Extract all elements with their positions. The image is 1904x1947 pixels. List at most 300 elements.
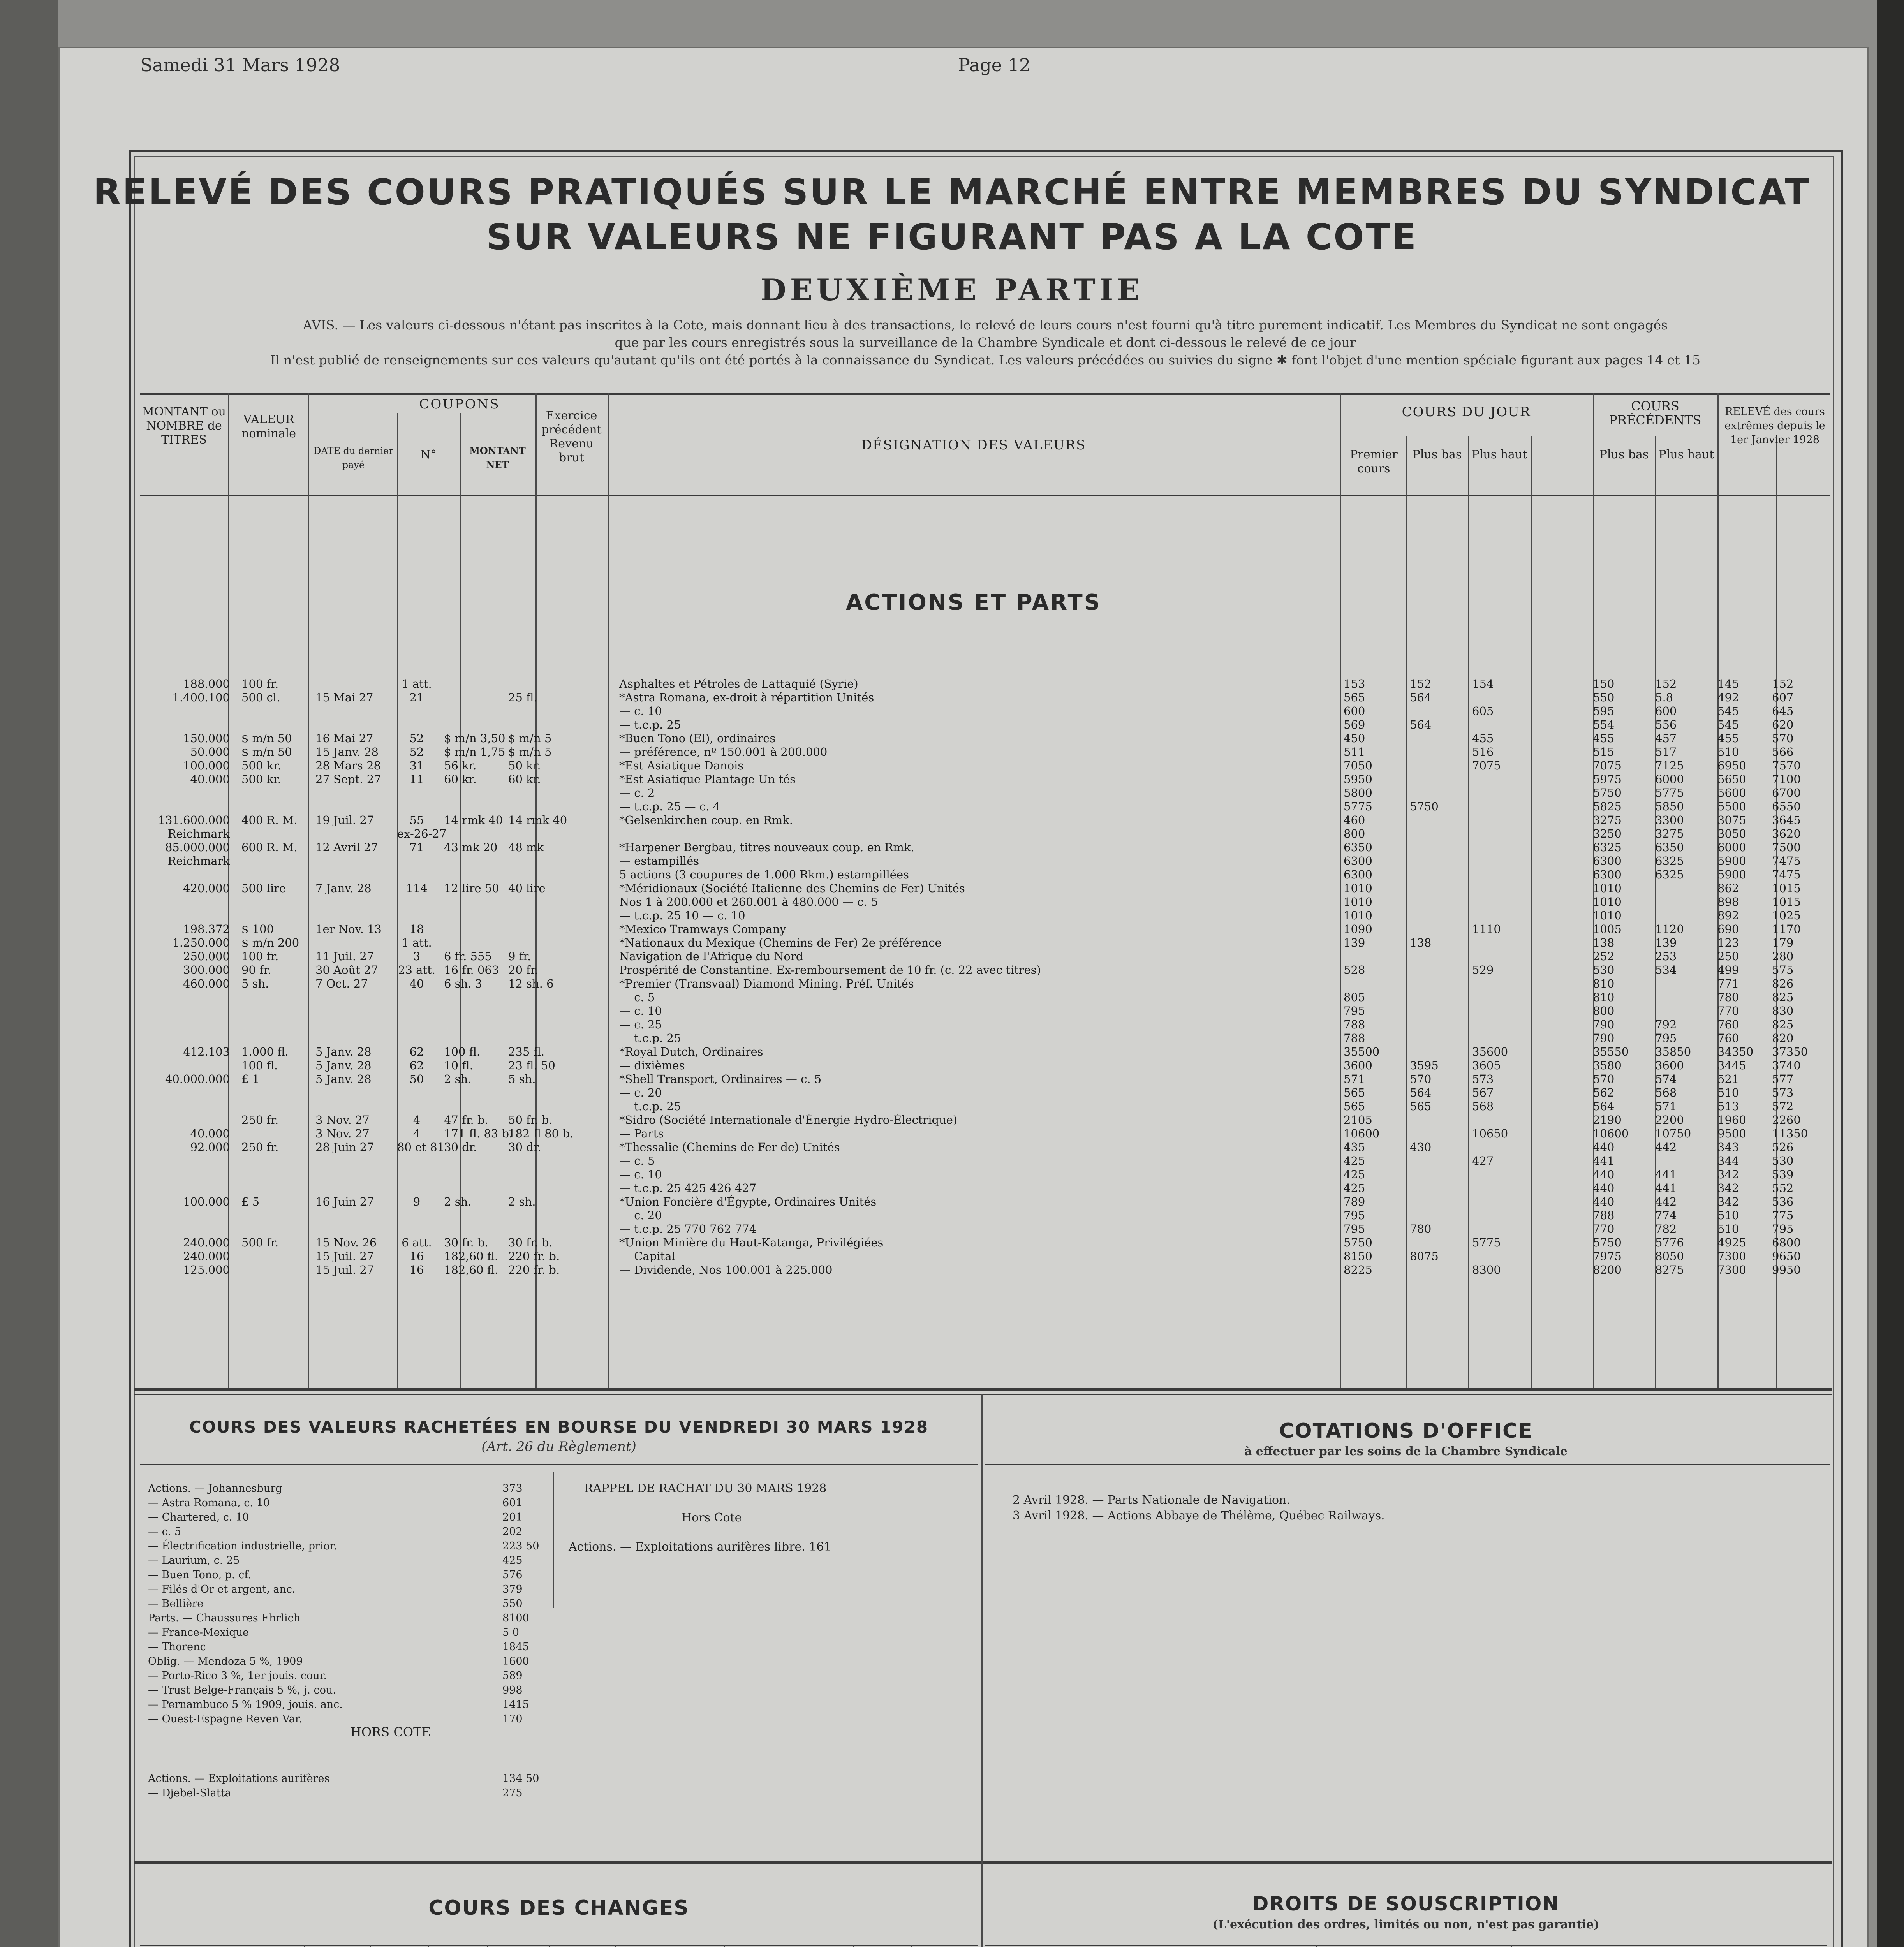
cell-des: — c. 2 [619,787,655,799]
cell-d: 11 Juil. 27 [315,950,374,963]
cell-des: — dixièmes [619,1059,685,1072]
cell-rev: 220 fr. b. [508,1250,560,1263]
cell-r1: 760 [1717,1018,1739,1031]
cell-des: Asphaltes et Pétroles de Lattaquié (Syrie) [619,678,858,690]
cell-c1: 441 [1593,1154,1615,1167]
cell-c2: 6325 [1655,854,1684,868]
cell-m: 40.000.000 [165,1072,230,1086]
cell-r2: 830 [1772,1004,1794,1018]
table-row [140,868,1823,881]
cell-des: — c. 5 [619,1155,655,1167]
cell-des: 5 actions (3 coupures de 1.000 Rkm.) estampillées [619,868,909,881]
cell-p2: 570 [1410,1072,1432,1086]
cell-c2: 6350 [1655,841,1684,854]
cell-n: 16 [409,1250,424,1263]
cell-c1: 252 [1593,950,1615,963]
part-title: DEUXIÈME PARTIE [760,273,1144,307]
cell-n: 40 [409,977,424,990]
cell-r2: 572 [1772,1100,1794,1113]
table-row [140,678,1823,690]
col-header-cours-jour: COURS DU JOUR [1402,404,1531,420]
cell-d: 15 Nov. 26 [315,1236,377,1249]
cell-des: *Méridionaux (Société Italienne des Chemins de Fer) Unités [619,882,965,895]
cell-d: 16 Mai 27 [315,732,373,745]
cell-n: 4 [413,1127,421,1140]
col-header-designation: DÉSIGNATION DES VALEURS [861,437,1086,453]
cell-p1: 450 [1344,732,1365,745]
cell-des: *Union Foncière d'Égypte, Ordinaires Unités [619,1195,877,1208]
rachat-label: — Laurium, c. 25 [148,1554,240,1567]
cell-r1: 6950 [1717,759,1746,772]
cell-net: 43 mk 20 [444,841,498,854]
cell-c1: 455 [1593,732,1615,745]
table-row [140,950,1823,963]
cell-net: 2 sh. [444,1195,472,1208]
cell-n: ex-26-27 [397,827,447,840]
cell-p3: 1110 [1472,922,1501,936]
cell-r2: 620 [1772,718,1794,731]
cell-r2: 536 [1772,1195,1794,1208]
cell-d: 15 Juil. 27 [315,1263,374,1276]
page-number: Page 12 [958,55,1031,76]
table-row [140,1086,1823,1099]
cell-m: 40.000 [190,773,230,786]
cell-r1: 145 [1717,677,1739,690]
table-row [140,1100,1823,1113]
table-row [140,1155,1823,1167]
cell-n: 16 [409,1263,424,1276]
cell-c1: 515 [1593,745,1615,759]
cell-v: $ m/n 50 [241,732,292,745]
cell-des: *Shell Transport, Ordinaires — c. 5 [619,1073,822,1086]
cell-rev: 182 fl 80 b. [508,1127,574,1140]
cell-c1: 7075 [1593,759,1622,772]
table-row [140,1141,1823,1154]
hors-cote-value: 275 [502,1787,523,1799]
cell-r2: 3740 [1772,1059,1801,1072]
table-row [140,909,1823,922]
cell-rev: 5 sh. [508,1072,536,1086]
rachat-value: 373 [502,1482,523,1495]
cell-c1: 770 [1593,1222,1615,1236]
cell-c1: 440 [1593,1141,1615,1154]
rachat-label: — Électrification industrielle, prior. [148,1540,337,1552]
cell-r2: 11350 [1772,1127,1808,1140]
droits-subtitle: (L'exécution des ordres, limités ou non, n'est pas garantie) [1212,1918,1599,1931]
cell-p2: 565 [1410,1100,1432,1113]
cell-r2: 7570 [1772,759,1801,772]
rule [724,1945,725,1947]
table-row [140,841,1823,854]
rachat-value: 1845 [502,1641,529,1653]
cell-r2: 607 [1772,691,1794,704]
cell-n: 23 att. [398,963,435,977]
cell-des: — c. 20 [619,1086,662,1099]
rachat-label: — Astra Romana, c. 10 [148,1497,270,1509]
cell-p1: 460 [1344,813,1365,827]
cell-c2: 571 [1655,1100,1677,1113]
cell-m: 188.000 [183,677,230,690]
table-row [140,896,1823,908]
cell-r2: 825 [1772,991,1794,1004]
rachat-label: — Thorenc [148,1641,206,1653]
cell-p1: 6300 [1344,854,1372,868]
cell-d: 5 Janv. 28 [315,1072,372,1086]
cell-des: *Nationaux du Mexique (Chemins de Fer) 2e préférence [619,937,942,949]
cell-c2: 253 [1655,950,1677,963]
cell-p2: 780 [1410,1222,1432,1236]
cell-des: Nos 1 à 200.000 et 260.001 à 480.000 — c. 5 [619,896,878,908]
cell-rev: 30 fr. b. [508,1236,553,1249]
cell-r1: 770 [1717,1004,1739,1018]
cell-c1: 810 [1593,977,1615,990]
cell-c2: 517 [1655,745,1677,759]
cell-c2: 6000 [1655,773,1684,786]
cell-n: 3 [413,950,421,963]
cell-p2: 564 [1410,1086,1432,1099]
table-row [140,1059,1823,1072]
cell-m: 198.372 [183,922,230,936]
cotations-title: COTATIONS D'OFFICE [1279,1419,1533,1443]
cell-c2: 5.8 [1655,691,1673,704]
table-row [140,1264,1823,1276]
table-row [140,787,1823,799]
cell-net: 171 fl. 83 b. [444,1127,513,1140]
cell-net: 14 rmk 40 [444,813,503,827]
cell-m: 240.000 [183,1236,230,1249]
cell-d: 28 Juin 27 [315,1141,374,1154]
rappel-rachat-line: Actions. — Exploitations aurifères libre. 161 [569,1540,831,1554]
cell-v: 500 cl. [241,691,280,704]
col-header-releve: RELEVÉ des cours extrêmes depuis le 1er Janvier 1928 [1724,406,1825,446]
cell-r2: 566 [1772,745,1794,759]
col-header-cours-prec: COURS PRÉCÉDENTS [1609,399,1701,428]
cell-c1: 3250 [1593,827,1622,840]
cell-m: 100.000 [183,1195,230,1208]
table-row [140,732,1823,745]
cell-p1: 10600 [1344,1127,1380,1140]
cell-des: — t.c.p. 25 — c. 4 [619,800,720,813]
cell-n: 62 [409,1045,424,1058]
cell-r1: 5500 [1717,800,1746,813]
section-actions-parts: ACTIONS ET PARTS [845,590,1102,615]
cell-r2: 179 [1772,936,1794,949]
cell-r1: 343 [1717,1141,1739,1154]
cell-v: 500 fr. [241,1236,279,1249]
cell-d: 5 Janv. 28 [315,1059,372,1072]
cell-p1: 6350 [1344,841,1372,854]
cell-rev: 20 fr. [508,963,538,977]
cell-c1: 1010 [1593,909,1622,922]
table-row [140,882,1823,895]
rule [553,1472,554,1608]
cell-r2: 6700 [1772,786,1801,799]
col-header-montant: MONTANT ou NOMBRE de TITRES [142,405,226,447]
rachat-label: — Buen Tono, p. cf. [148,1569,251,1581]
cell-rev: $ m/n 5 [508,745,552,759]
cell-v: $ m/n 200 [241,936,299,949]
table-row [140,718,1823,731]
cell-des: — c. 10 [619,705,662,718]
hors-cote-label: Actions. — Exploitations aurifères [148,1773,330,1785]
cell-net: 12 lire 50 [444,882,499,895]
cell-r2: 7475 [1772,868,1801,881]
cell-c2: 152 [1655,677,1677,690]
cell-r1: 760 [1717,1032,1739,1045]
cell-m: 240.000 [183,1250,230,1263]
cell-c2: 568 [1655,1086,1677,1099]
cell-d: 7 Oct. 27 [315,977,368,990]
rachat-label: Oblig. — Mendoza 5 %, 1909 [148,1655,303,1667]
cell-m: 412.103 [183,1045,230,1058]
cell-r1: 862 [1717,882,1739,895]
cell-r1: 492 [1717,691,1739,704]
cell-c2: 442 [1655,1141,1677,1154]
cell-c1: 6325 [1593,841,1622,854]
cell-m: 460.000 [183,977,230,990]
cell-c1: 5975 [1593,773,1622,786]
cell-p2: 564 [1410,718,1432,731]
table-row [140,1223,1823,1236]
table-header-rule [140,495,1830,496]
cell-v: 100 fr. [241,677,279,690]
cell-p1: 153 [1344,677,1365,690]
rachetees-title: COURS DES VALEURS RACHETÉES EN BOURSE DU VENDREDI 30 MARS 1928 [189,1417,929,1436]
cell-n: 21 [409,691,424,704]
avis-line-3: Il n'est publié de renseignements sur ces valeurs qu'autant qu'ils ont été portés à la connaissance du Syndicat. Les valeurs précédées ou suivies du signe ✱ font l'objet d'une mention spéciale figurant aux pages 14 et 15 [270,352,1701,368]
title-line-1: RELEVÉ DES COURS PRATIQUÉS SUR LE MARCHÉ ENTRE MEMBRES DU SYNDICAT [93,171,1811,213]
cell-c1: 800 [1593,1004,1615,1018]
cell-r1: 510 [1717,745,1739,759]
cell-c1: 138 [1593,936,1615,949]
cell-m: 150.000 [183,732,230,745]
cell-r2: 7475 [1772,854,1801,868]
cell-d: 15 Janv. 28 [315,745,379,759]
cell-rev: 12 sh. 6 [508,977,554,990]
cell-des: — t.c.p. 25 [619,718,681,731]
cell-r2: 820 [1772,1032,1794,1045]
cell-c1: 440 [1593,1195,1615,1208]
cell-c1: 564 [1593,1100,1615,1113]
cell-r1: 3050 [1717,827,1746,840]
cell-r2: 795 [1772,1222,1794,1236]
cell-v: 400 R. M. [241,813,298,827]
cell-r1: 5650 [1717,773,1746,786]
table-row [140,991,1823,1004]
cell-d: 30 Août 27 [315,963,378,977]
cell-p1: 435 [1344,1141,1365,1154]
cell-net: 60 kr. [444,773,477,786]
rachetees-subtitle: (Art. 26 du Règlement) [481,1439,636,1454]
cell-r2: 7500 [1772,841,1801,854]
cell-p2: 138 [1410,936,1432,949]
cell-d: 3 Nov. 27 [315,1127,370,1140]
rule [1511,1945,1512,1947]
cell-p3: 573 [1472,1072,1494,1086]
table-row [140,1005,1823,1018]
cell-p3: 516 [1472,745,1494,759]
cell-v: £ 1 [241,1072,260,1086]
cell-r1: 5900 [1717,868,1746,881]
cell-n: 80 et 81 [397,1141,445,1154]
cell-net: 10 fl. [444,1059,473,1072]
cell-p2: 152 [1410,677,1432,690]
table-row [140,964,1823,977]
cell-r2: 9650 [1772,1250,1801,1263]
cell-m: 125.000 [183,1263,230,1276]
cell-c2: 7125 [1655,759,1684,772]
table-row [140,746,1823,759]
cell-r1: 510 [1717,1222,1739,1236]
cell-c2: 534 [1655,963,1677,977]
table-row [140,773,1823,786]
table-row [140,937,1823,949]
table-row [140,827,1823,840]
cell-des: — Dividende, Nos 100.001 à 225.000 [619,1264,833,1276]
cell-rev: 50 kr. [508,759,541,772]
cell-c2: 3275 [1655,827,1684,840]
cell-p1: 571 [1344,1072,1365,1086]
hors-cote-label: HORS COTE [351,1725,431,1739]
cell-d: 1er Nov. 13 [315,922,382,936]
cell-r1: 34350 [1717,1045,1754,1058]
cell-p1: 1010 [1344,882,1372,895]
cell-c2: 782 [1655,1222,1677,1236]
cell-c1: 8200 [1593,1263,1622,1276]
cell-r1: 342 [1717,1168,1739,1181]
cell-des: *Gelsenkirchen coup. en Rmk. [619,814,793,827]
cell-rev: 60 kr. [508,773,541,786]
cell-des: *Mexico Tramways Company [619,923,786,936]
cell-net: 30 fr. b. [444,1236,488,1249]
cell-n: 62 [409,1059,424,1072]
cell-d: 15 Mai 27 [315,691,373,704]
cell-p1: 35500 [1344,1045,1380,1058]
cotation-line-1: 2 Avril 1928. — Parts Nationale de Navigation. [1013,1493,1290,1507]
cell-c2: 5775 [1655,786,1684,799]
cell-p1: 7050 [1344,759,1372,772]
cell-c1: 1010 [1593,882,1622,895]
cell-p1: 1090 [1344,922,1372,936]
cell-n: 9 [413,1195,421,1208]
cell-c1: 35550 [1593,1045,1629,1058]
col-header-prec-bas: Plus bas [1599,448,1649,461]
cell-p1: 565 [1344,1100,1365,1113]
cell-p1: 511 [1344,745,1365,759]
table-row [140,1250,1823,1263]
table-row [140,814,1823,827]
cell-r2: 280 [1772,950,1794,963]
cell-r2: 539 [1772,1168,1794,1181]
table-row [140,923,1823,936]
table-row [140,855,1823,868]
rachat-value: 170 [502,1713,523,1725]
cell-r2: 1170 [1772,922,1801,936]
cell-p1: 565 [1344,1086,1365,1099]
cell-p1: 6300 [1344,868,1372,881]
rachat-label: — c. 5 [148,1526,181,1538]
rachat-value: 998 [502,1684,523,1696]
cell-des: *Harpener Bergbau, titres nouveaux coup. en Rmk. [619,841,914,854]
cell-p3: 568 [1472,1100,1494,1113]
cell-net: 30 dr. [444,1141,477,1154]
cell-des: Prospérité de Constantine. Ex-remboursement de 10 fr. (c. 22 avec titres) [619,964,1041,977]
changes-title: COURS DES CHANGES [428,1896,689,1920]
rule [370,1945,371,1947]
cell-r1: 6000 [1717,841,1746,854]
cell-des: — c. 20 [619,1209,662,1222]
col-header-premier: Premier cours [1350,448,1398,475]
cell-r2: 573 [1772,1086,1794,1099]
col-header-exercice: Exercice précédent Revenu brut [541,409,602,465]
cell-r2: 1025 [1772,909,1801,922]
rappel-rachat-title: RAPPEL DE RACHAT DU 30 MARS 1928 [584,1482,827,1495]
table-row [140,1018,1823,1031]
cell-c1: 10600 [1593,1127,1629,1140]
cell-p1: 795 [1344,1209,1365,1222]
cell-c1: 150 [1593,677,1615,690]
cell-p1: 600 [1344,704,1365,718]
cell-p1: 425 [1344,1181,1365,1195]
cell-r2: 577 [1772,1072,1794,1086]
rule [615,1945,616,1947]
cell-d: 16 Juin 27 [315,1195,374,1208]
cell-r1: 3445 [1717,1059,1746,1072]
cell-rev: 30 dr. [508,1141,541,1154]
cell-c1: 3275 [1593,813,1622,827]
rule [428,1945,429,1947]
cell-m: Reichmark [167,854,230,868]
cell-c2: 442 [1655,1195,1677,1208]
cell-r1: 5600 [1717,786,1746,799]
cell-c2: 6325 [1655,868,1684,881]
cell-p3: 8300 [1472,1263,1501,1276]
rachat-value: 223 50 [502,1540,539,1552]
cell-c2: 556 [1655,718,1677,731]
cell-v: 250 fr. [241,1113,279,1127]
avis-line-2: que par les cours enregistrés sous la surveillance de la Chambre Syndicale et dont ci-dessous le relevé de ce jour [615,335,1356,350]
rachat-value: 202 [502,1526,523,1538]
cell-n: 1 att. [402,936,432,949]
cell-c2: 600 [1655,704,1677,718]
cell-r1: 771 [1717,977,1739,990]
cell-c2: 8275 [1655,1263,1684,1276]
rule [549,1945,550,1947]
table-row [140,691,1823,704]
cell-des: *Est Asiatique Danois [619,759,744,772]
cell-c2: 8050 [1655,1250,1684,1263]
cell-rev: 235 fl. [508,1045,545,1058]
cell-c1: 790 [1593,1018,1615,1031]
col-header-no: N° [420,448,437,461]
cell-c1: 788 [1593,1209,1615,1222]
cotations-subtitle: à effectuer par les soins de la Chambre Syndicale [1244,1445,1568,1458]
cell-c1: 595 [1593,704,1615,718]
cell-m: Reichmark [167,827,230,840]
cell-p1: 788 [1344,1018,1365,1031]
cell-r2: 7100 [1772,773,1801,786]
cell-des: — t.c.p. 25 [619,1032,681,1045]
cell-rev: $ m/n 5 [508,732,552,745]
cell-c2: 35850 [1655,1045,1691,1058]
cell-c1: 2190 [1593,1113,1622,1127]
cell-p1: 139 [1344,936,1365,949]
cell-r1: 898 [1717,895,1739,908]
cell-net: 16 fr. 063 [444,963,499,977]
cell-m: 40.000 [190,1127,230,1140]
cell-d: 15 Juil. 27 [315,1250,374,1263]
cell-p3: 567 [1472,1086,1494,1099]
